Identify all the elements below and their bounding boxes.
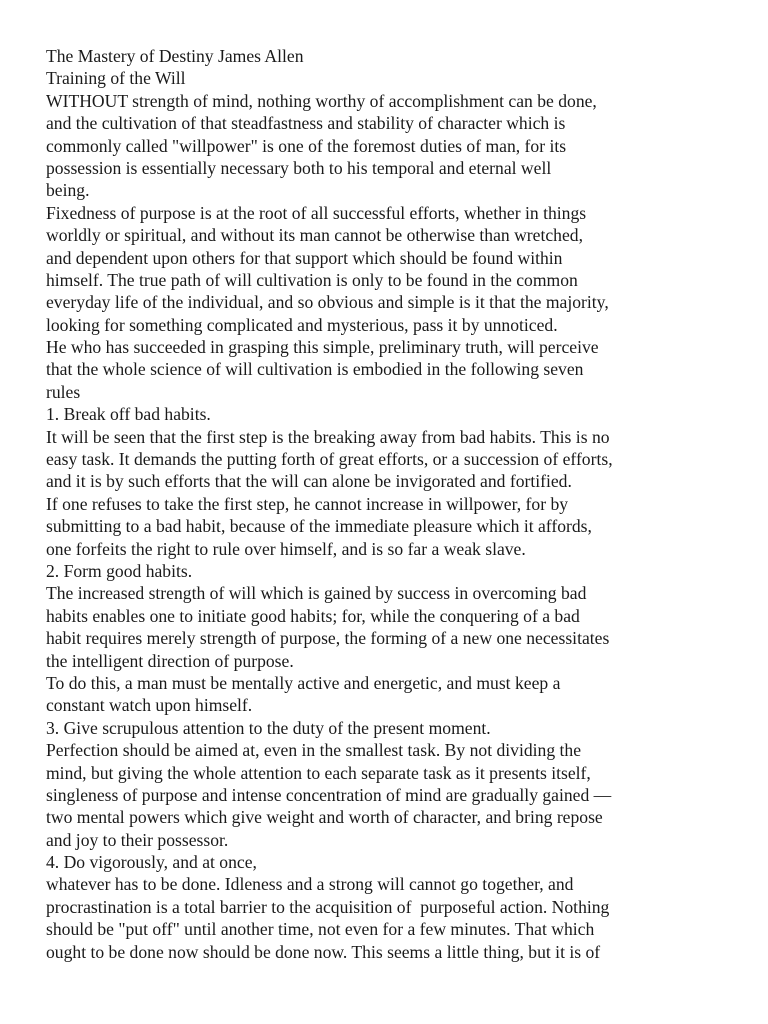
- rule-heading: 3. Give scrupulous attention to the duty of the present moment.: [46, 717, 491, 738]
- text-line: and joy to their possessor.: [46, 829, 229, 850]
- text-line: whatever has to be done. Idleness and a strong will cannot go together, and: [46, 874, 574, 895]
- text-line: If one refuses to take the first step, he cannot increase in willpower, for by: [46, 493, 569, 514]
- text-line: worldly or spiritual, and without its man cannot be otherwise than wretched,: [46, 225, 583, 246]
- chapter-heading: Training of the Will: [46, 68, 186, 89]
- text-line: being.: [46, 180, 90, 201]
- text-line: Fixedness of purpose is at the root of all successful efforts, whether in things: [46, 202, 587, 223]
- text-line: everyday life of the individual, and so obvious and simple is it that the majority,: [46, 292, 609, 313]
- text-line: submitting to a bad habit, because of the immediate pleasure which it affords,: [46, 516, 592, 537]
- text-line: It will be seen that the first step is the breaking away from bad habits. This is no: [46, 426, 610, 447]
- text-line: and dependent upon others for that support which should be found within: [46, 247, 563, 268]
- document-text: [46, 45, 746, 963]
- text-line: rules: [46, 381, 81, 402]
- text-line: two mental powers which give weight and worth of character, and bring repose: [46, 807, 603, 828]
- text-line: singleness of purpose and intense concentration of mind are gradually gained —: [46, 784, 612, 805]
- text-line: Perfection should be aimed at, even in the smallest task. By not dividing the: [46, 740, 582, 761]
- text-line: himself. The true path of will cultivation is only to be found in the common: [46, 269, 578, 290]
- text-line: and it is by such efforts that the will can alone be invigorated and fortified.: [46, 471, 572, 492]
- text-line: the intelligent direction of purpose.: [46, 650, 294, 671]
- rule-heading: 2. Form good habits.: [46, 560, 193, 581]
- text-line: and the cultivation of that steadfastness and stability of character which is: [46, 113, 566, 134]
- text-line: ought to be done now should be done now. This seems a little thing, but it is of: [46, 941, 601, 962]
- text-line: habit requires merely strength of purpose, the forming of a new one necessitates: [46, 628, 610, 649]
- text-line: commonly called "willpower" is one of the foremost duties of man, for its: [46, 135, 567, 156]
- text-line: The increased strength of will which is gained by success in overcoming bad: [46, 583, 587, 604]
- text-line: should be "put off" until another time, not even for a few minutes. That which: [46, 919, 595, 940]
- text-line: that the whole science of will cultivation is embodied in the following seven: [46, 359, 584, 380]
- rule-heading: 1. Break off bad habits.: [46, 404, 211, 425]
- text-line: He who has succeeded in grasping this simple, preliminary truth, will perceive: [46, 337, 599, 358]
- text-line: mind, but giving the whole attention to each separate task as it presents itself,: [46, 762, 591, 783]
- text-line: procrastination is a total barrier to the acquisition of purposeful action. Nothing: [46, 896, 610, 917]
- text-line: easy task. It demands the putting forth of great efforts, or a succession of efforts,: [46, 449, 613, 470]
- text-line: one forfeits the right to rule over himself, and is so far a weak slave.: [46, 538, 526, 559]
- text-line: possession is essentially necessary both to his temporal and eternal well: [46, 157, 552, 178]
- text-line: constant watch upon himself.: [46, 695, 253, 716]
- rule-heading: 4. Do vigorously, and at once,: [46, 852, 257, 873]
- text-line: To do this, a man must be mentally active and energetic, and must keep a: [46, 672, 561, 693]
- title-line: The Mastery of Destiny James Allen: [46, 46, 304, 66]
- text-line: WITHOUT strength of mind, nothing worthy of accomplishment can be done,: [46, 90, 597, 111]
- text-line: habits enables one to initiate good habits; for, while the conquering of a bad: [46, 605, 580, 626]
- text-line: looking for something complicated and mysterious, pass it by unnoticed.: [46, 314, 558, 335]
